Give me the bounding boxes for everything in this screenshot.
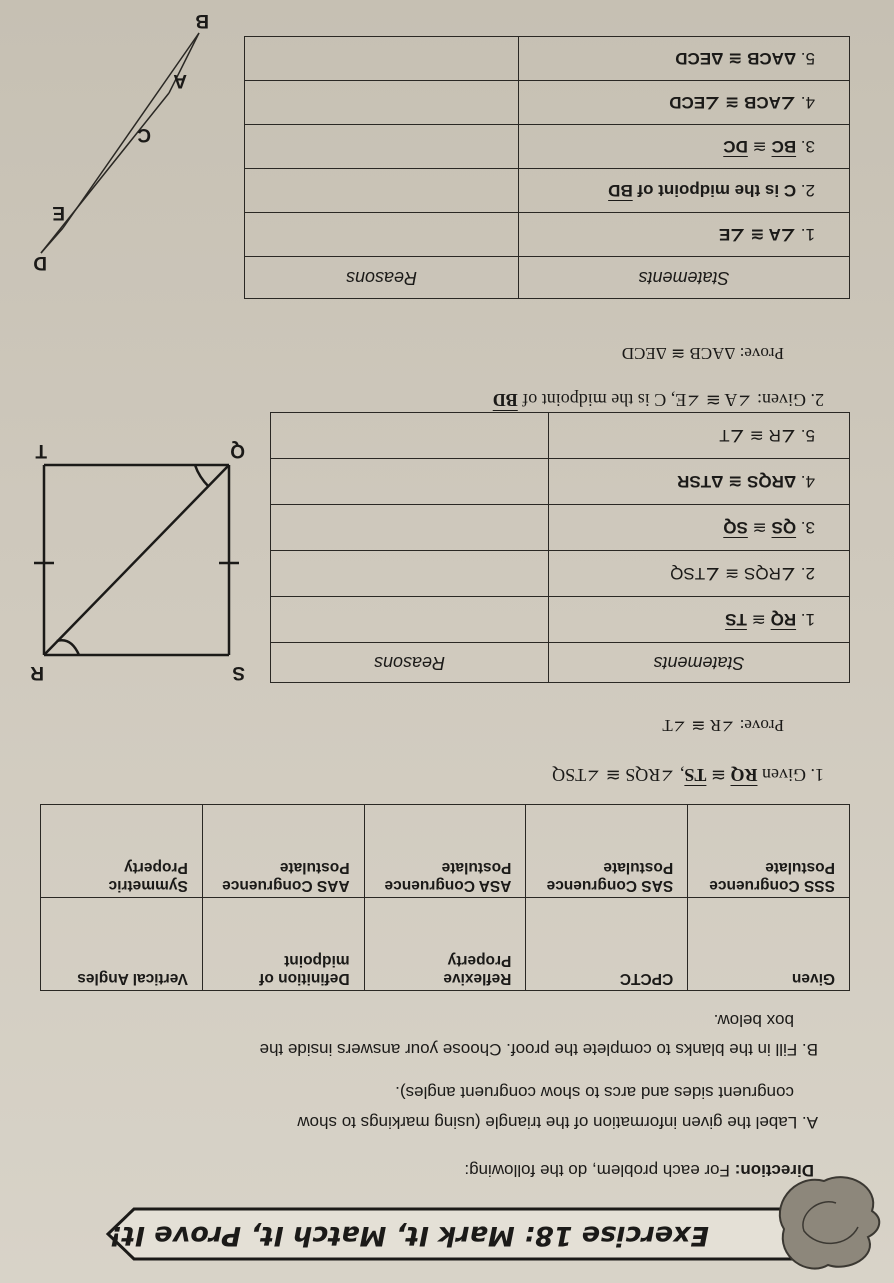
statement-cell: 5. ΔACB ≅ ΔECD <box>519 37 850 81</box>
problem1-prove: Prove: ∠R ≅ ∠T <box>662 716 784 735</box>
direction-text: For each problem, do the following: <box>464 1161 735 1180</box>
direction-line <box>464 1160 814 1180</box>
reason-blank[interactable] <box>271 597 549 643</box>
choice-cell: SAS Congruence Postulate <box>526 805 688 898</box>
congruent-sign: ≅ <box>706 765 731 785</box>
reason-blank[interactable] <box>271 505 549 551</box>
segment-ts: $\overline{TS}$ <box>684 765 707 785</box>
segment-bd <box>63 33 199 228</box>
reason-blank[interactable] <box>271 413 549 459</box>
choice-cell: CPCTC <box>526 898 688 991</box>
exercise-title: Exercise 18: Mark It, Match It, Prove It! <box>109 1220 709 1251</box>
segment-rq: $\overline{RQ}$ <box>730 765 758 785</box>
problem2-given <box>493 389 824 410</box>
choice-cell: Vertical Angles <box>41 898 203 991</box>
statement-cell: 2. ∠RQS ≅ ∠TSQ <box>549 551 850 597</box>
choice-cell: ASA Congruence Postulate <box>364 805 526 898</box>
segment-bd: $\overline{BD}$ <box>492 390 518 410</box>
reason-blank[interactable] <box>245 125 519 169</box>
given-rest: , ∠RQS ≅ ∠TSQ <box>552 765 685 785</box>
angle-arc-q <box>57 640 79 655</box>
label-s: S <box>232 662 245 683</box>
given-prefix: 1. Given <box>757 765 824 785</box>
problem2-prove: Prove: ΔACB ≅ ΔECD <box>621 344 784 363</box>
problem1-given <box>552 764 824 785</box>
label-q: Q <box>230 440 245 461</box>
segment-ed <box>41 228 63 253</box>
reason-blank[interactable] <box>271 551 549 597</box>
choice-cell: AAS Congruence Postulate <box>202 805 364 898</box>
statement-cell: 5. ∠R ≅ ∠T <box>549 413 850 459</box>
problem2-figure <box>29 10 209 273</box>
instruction-b-line2: box below. <box>713 1011 794 1030</box>
reason-blank[interactable] <box>271 459 549 505</box>
label-d: D <box>33 252 47 273</box>
reason-blank[interactable] <box>245 81 519 125</box>
statement-cell: 2. C is the midpoint of $\overline{BD}$ <box>519 169 850 213</box>
reasons-header: Reasons <box>245 257 519 299</box>
choice-cell: Symmetric Property <box>41 805 203 898</box>
choice-cell: SSS Congruence Postulate <box>688 805 850 898</box>
label-t: T <box>35 440 47 461</box>
instruction-a-line1: A. Label the given information of the triangle (using markings to show <box>297 1113 818 1132</box>
exercise-banner <box>104 1205 824 1263</box>
instruction-b-line1: B. Fill in the blanks to complete the proof. Choose your answers inside the <box>259 1040 818 1059</box>
choice-cell: Reflexive Property <box>364 898 526 991</box>
statements-header: Statements <box>549 643 850 683</box>
statement-cell: 1. ∠A ≅ ∠E <box>519 213 850 257</box>
label-b: B <box>195 10 209 31</box>
angle-arc-s <box>195 465 209 487</box>
statement-cell: 1. $\overline{RQ}$ ≅ $\overline{TS}$ <box>549 597 850 643</box>
problem1-proof-table <box>270 412 850 683</box>
decorative-icon <box>768 1167 888 1277</box>
diagonal-qs <box>44 465 229 655</box>
direction-label: Direction: <box>734 1161 814 1180</box>
statement-cell: 4. ∠ACB ≅ ∠ECD <box>519 81 850 125</box>
statement-cell: 3. $\overline{QS}$ ≅ $\overline{SQ}$ <box>549 505 850 551</box>
choice-cell: Definition of midpoint <box>202 898 364 991</box>
answer-choices-box <box>40 804 850 991</box>
choice-cell: Given <box>688 898 850 991</box>
reason-blank[interactable] <box>245 169 519 213</box>
label-a: A <box>173 70 187 91</box>
reason-blank[interactable] <box>245 37 519 81</box>
reasons-header: Reasons <box>271 643 549 683</box>
label-r: R <box>30 662 44 683</box>
segment-ae <box>41 93 169 253</box>
statements-header: Statements <box>519 257 850 299</box>
reason-blank[interactable] <box>245 213 519 257</box>
instruction-a-line2: congruent sides and arcs to show congruent angles). <box>395 1083 794 1102</box>
label-e: E <box>52 202 65 223</box>
given-prefix: 2. Given: ∠A ≅ ∠E, C is the midpoint of <box>517 390 824 410</box>
statement-cell: 3. $\overline{BC}$ ≅ $\overline{DC}$ <box>519 125 850 169</box>
problem1-figure <box>30 433 245 683</box>
label-c: C <box>137 124 151 145</box>
problem2-proof-table <box>244 36 850 299</box>
statement-cell: 4. ΔRQS ≅ ΔTSR <box>549 459 850 505</box>
